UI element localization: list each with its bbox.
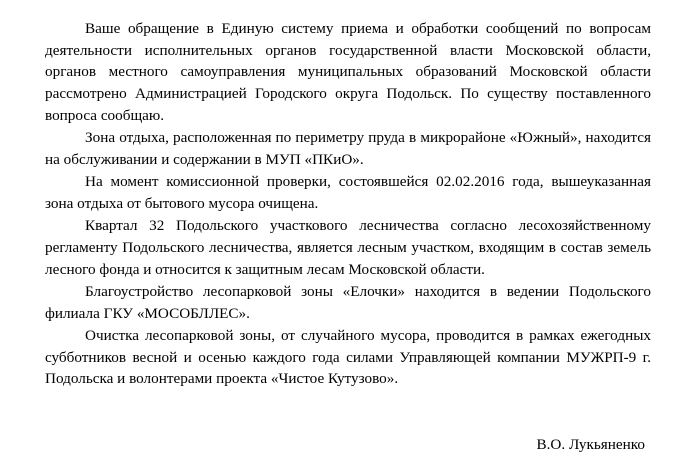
paragraph-1: Ваше обращение в Единую систему приема и обработки сообщений по вопросам деятельности исполнительных органов государственной власти Московской области, органов местного самоуправления муниципальных образований Московской области рассмотрено Администрацией Городского округа Подольск. По существу поставленного вопроса сообщаю. <box>45 20 651 124</box>
paragraph-2: Зона отдыха, расположенная по периметру пруда в микрорайоне «Южный», находится на обслуживании и содержании в МУП «ПКиО». <box>45 129 651 168</box>
signature-block <box>45 436 651 454</box>
paragraph-5: Благоустройство лесопарковой зоны «Елочки» находится в ведении Подольского филиала ГКУ «МОСОБЛЛЕС». <box>45 282 651 322</box>
signatory-name: В.О. Лукьяненко <box>536 435 645 453</box>
document-body <box>45 18 651 390</box>
paragraph-4: Квартал 32 Подольского участкового лесничества согласно лесохозяйственному регламенту Подольского лесничества, является лесным участком, входящим в состав земель лесного фонда и относится к защитным лесам Московской области. <box>45 217 651 278</box>
paragraph-6: Очистка лесопарковой зоны, от случайного мусора, проводится в рамках ежегодных субботников весной и осенью каждого года силами Управляющей компании МУЖРП-9 г. Подольска и волонтерами проекта «Чистое Кутузово». <box>45 326 651 388</box>
paragraph-3: На момент комиссионной проверки, состоявшейся 02.02.2016 года, вышеуказанная зона отдыха от бытового мусора очищена. <box>45 173 651 212</box>
